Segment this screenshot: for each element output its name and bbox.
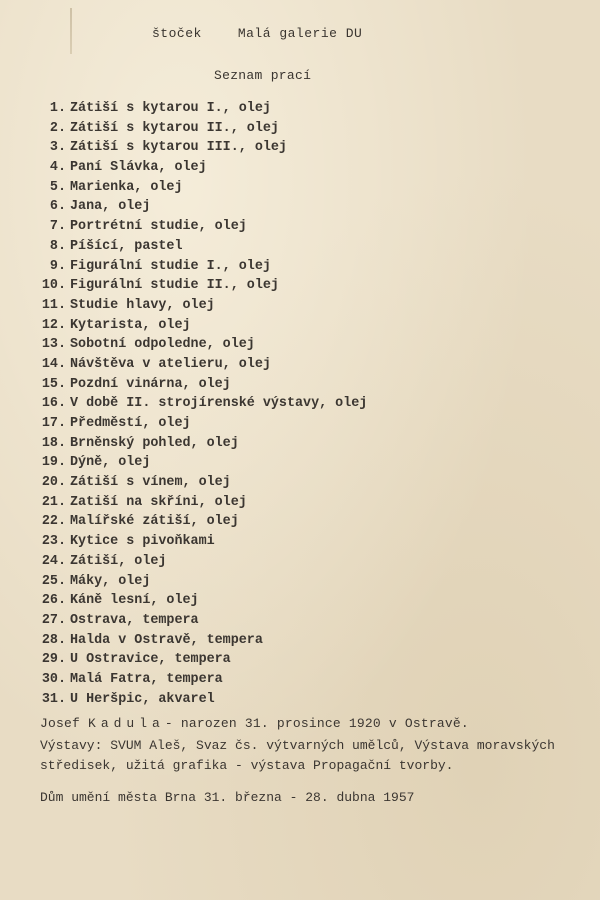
work-item — [36, 473, 367, 493]
venue-dates-line: Dům umění města Brna 31. března - 28. dubna 1957 — [40, 790, 415, 805]
work-title: Figurální studie I., olej — [70, 258, 271, 274]
work-item — [36, 316, 367, 336]
work-number: 21. — [41, 494, 66, 510]
work-item — [36, 394, 367, 414]
work-number: 5. — [49, 179, 66, 195]
work-title: Studie hlavy, olej — [70, 297, 215, 313]
work-title: Dýně, olej — [70, 455, 151, 471]
work-title: Halda v Ostravě, tempera — [70, 632, 263, 648]
work-item — [36, 690, 367, 710]
work-number: 25. — [41, 573, 66, 589]
work-item — [36, 178, 367, 198]
work-item — [36, 217, 367, 237]
work-number: 15. — [41, 376, 66, 392]
work-item — [36, 434, 367, 454]
work-title: Zatiší na skříni, olej — [70, 494, 247, 510]
work-number: 29. — [41, 652, 66, 668]
work-title: Předměstí, olej — [70, 416, 191, 431]
work-number: 22. — [41, 514, 66, 530]
work-number: 8. — [49, 238, 66, 254]
work-title: U Ostravice, tempera — [70, 652, 231, 668]
work-number: 30. — [41, 671, 66, 687]
work-item — [36, 99, 367, 119]
work-item — [36, 512, 367, 532]
work-title: Zátiší s kytarou I., olej — [70, 101, 271, 116]
work-item — [36, 532, 367, 552]
work-item — [36, 591, 367, 611]
work-item — [36, 650, 367, 670]
work-item — [36, 119, 367, 139]
work-item — [36, 552, 367, 572]
work-title: Figurální studie II., olej — [70, 278, 279, 294]
work-title: Kytarista, olej — [70, 317, 191, 333]
work-number: 6. — [49, 199, 66, 215]
work-item — [36, 138, 367, 158]
work-title: Malířské zátiší, olej — [70, 514, 239, 530]
author-line — [40, 716, 469, 731]
work-number: 13. — [41, 337, 66, 353]
work-title: Máky, olej — [70, 573, 151, 589]
work-item — [36, 197, 367, 217]
paper-crease-mark — [70, 8, 72, 54]
work-number: 4. — [49, 160, 66, 176]
author-birth-info: - narozen 31. prosince 1920 v Ostravě. — [164, 716, 469, 731]
work-title: Kytice s pivoňkami — [70, 534, 215, 550]
work-title: Zátiší s kytarou II., olej — [70, 120, 279, 136]
work-item — [36, 375, 367, 395]
work-number: 27. — [41, 612, 66, 628]
work-title: U Heršpic, akvarel — [70, 691, 215, 707]
work-number: 2. — [49, 120, 66, 136]
work-number: 12. — [41, 317, 66, 333]
work-title: Káně lesní, olej — [70, 593, 199, 609]
work-title: Zátiší s vínem, olej — [70, 475, 231, 491]
work-title: Píšící, pastel — [70, 238, 183, 254]
author-first-name: Josef — [40, 716, 81, 731]
work-number: 3. — [49, 140, 66, 156]
work-item — [36, 453, 367, 473]
work-title: Brněnský pohled, olej — [70, 435, 239, 451]
header-left-text: štoček — [152, 26, 202, 41]
work-item — [36, 493, 367, 513]
work-title: Návštěva v atelieru, olej — [70, 356, 271, 372]
work-item — [36, 237, 367, 257]
work-title: Ostrava, tempera — [70, 612, 199, 628]
work-number: 18. — [41, 435, 66, 451]
exhibitions-line-1: Výstavy: SVUM Aleš, Svaz čs. výtvarných umělců, Výstava moravských — [40, 738, 555, 753]
work-number: 10. — [41, 278, 66, 294]
work-title: Paní Slávka, olej — [70, 160, 207, 176]
work-number: 11. — [41, 297, 66, 313]
work-item — [36, 414, 367, 434]
work-number: 7. — [49, 219, 66, 235]
work-title: Marienka, olej — [70, 179, 183, 195]
work-item — [36, 296, 367, 316]
work-title: Sobotní odpoledne, olej — [70, 337, 255, 353]
work-title: Pozdní vinárna, olej — [70, 376, 231, 392]
work-number: 9. — [49, 258, 66, 274]
work-item — [36, 276, 367, 296]
work-title: Jana, olej — [70, 199, 151, 215]
work-title: Malá Fatra, tempera — [70, 671, 223, 687]
author-last-name: Kadula — [88, 716, 165, 731]
work-number: 31. — [41, 691, 66, 707]
work-item — [36, 631, 367, 651]
work-number: 19. — [41, 455, 66, 471]
work-item — [36, 335, 367, 355]
work-number: 20. — [41, 475, 66, 491]
works-list — [36, 99, 367, 709]
work-item — [36, 611, 367, 631]
list-title: Seznam prací — [214, 68, 312, 83]
work-number: 24. — [41, 553, 66, 569]
work-item — [36, 158, 367, 178]
work-title: Zátiší, olej — [70, 553, 167, 569]
work-number: 26. — [41, 593, 66, 609]
work-item — [36, 257, 367, 277]
work-number: 17. — [41, 416, 66, 431]
work-item — [36, 670, 367, 690]
header-gallery-name: Malá galerie DU — [237, 26, 363, 41]
work-title: Zátiší s kytarou III., olej — [70, 140, 287, 156]
work-item — [36, 355, 367, 375]
work-number: 16. — [41, 396, 66, 412]
work-title: V době II. strojírenské výstavy, olej — [70, 396, 368, 412]
work-number: 23. — [41, 534, 66, 550]
exhibitions-line-2: středisek, užitá grafika - výstava Propagační tvorby. — [40, 758, 454, 773]
work-number: 28. — [41, 632, 66, 648]
work-number: 14. — [41, 356, 66, 372]
work-number: 1. — [49, 101, 66, 116]
document-header — [152, 26, 362, 41]
work-title: Portrétní studie, olej — [70, 219, 247, 235]
work-item — [36, 572, 367, 592]
